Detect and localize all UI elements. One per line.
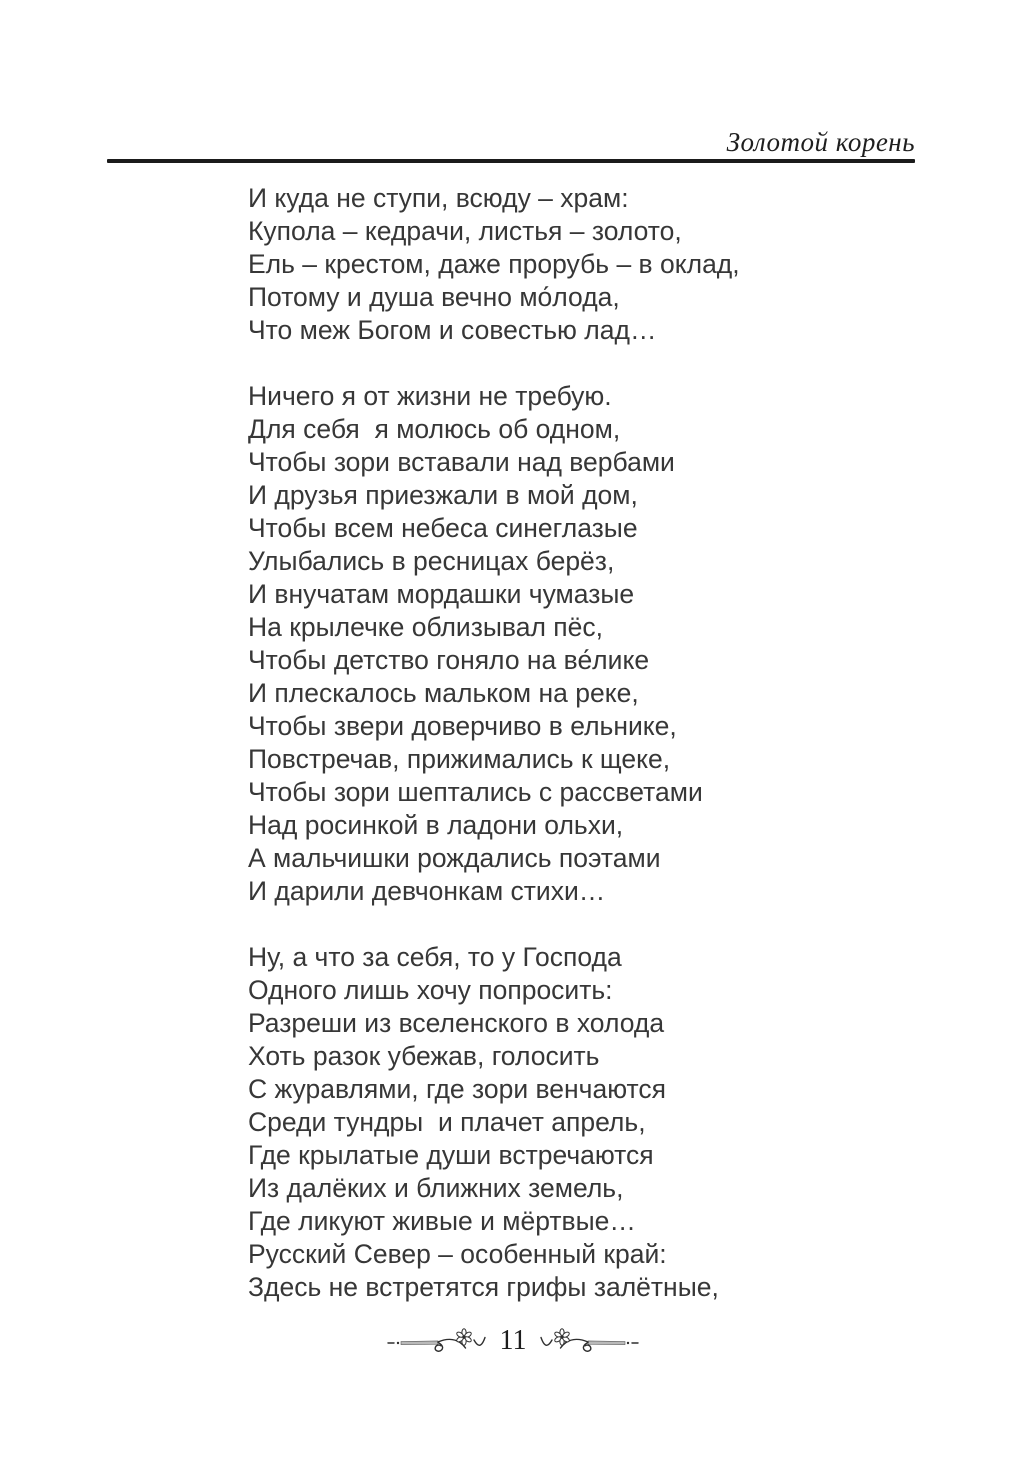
floral-flourish-right-icon: [536, 1326, 640, 1358]
poem-body: [248, 182, 740, 1304]
poem-line: Ель – крестом, даже прорубь – в оклад,: [248, 249, 740, 279]
stanza-2: [248, 380, 740, 908]
poem-line: И куда не ступи, всюду – храм:: [248, 183, 629, 213]
footer-ornament: [0, 1326, 1026, 1358]
header-rule: [107, 159, 915, 163]
poem-line: Что меж Богом и совестью лад…: [248, 315, 657, 345]
poem-line: С журавлями, где зори венчаются: [248, 1074, 666, 1104]
poem-line: Хоть разок убежав, голосить: [248, 1041, 600, 1071]
poem-line: Среди тундры и плачет апрель,: [248, 1107, 646, 1137]
page-number: 11: [499, 1325, 527, 1356]
poem-line: Ничего я от жизни не требую.: [248, 381, 612, 411]
poem-line: Купола – кедрачи, листья – золото,: [248, 216, 682, 246]
stanza-1: [248, 182, 740, 347]
poem-line: И друзья приезжали в мой дом,: [248, 480, 638, 510]
poem-line: Где крылатые души встречаются: [248, 1140, 654, 1170]
poem-line: Одного лишь хочу попросить:: [248, 975, 613, 1005]
poem-line: Русский Север – особенный край:: [248, 1239, 667, 1269]
poem-line: Улыбались в ресницах берёз,: [248, 546, 615, 576]
poem-line: Ну, а что за себя, то у Господа: [248, 942, 622, 972]
poem-line: Разреши из вселенского в холода: [248, 1008, 665, 1038]
poem-line: На крылечке облизывал пёс,: [248, 612, 603, 642]
poem-line: Чтобы зори шептались с рассветами: [248, 777, 703, 807]
poem-line: Из далёких и ближних земель,: [248, 1173, 624, 1203]
poem-line: И дарили девчонкам стихи…: [248, 876, 606, 906]
poem-line: Над росинкой в ладони ольхи,: [248, 810, 624, 840]
poem-line: Чтобы всем небеса синеглазые: [248, 513, 638, 543]
floral-flourish-left-icon: [386, 1326, 490, 1358]
poem-line: А мальчишки рождались поэтами: [248, 843, 661, 873]
poem-line: Где ликуют живые и мёртвые…: [248, 1206, 636, 1236]
poem-line: Чтобы зори вставали над вербами: [248, 447, 675, 477]
poem-line: Потому и душа вечно мо́лода,: [248, 282, 620, 312]
poem-line: И плескалось мальком на реке,: [248, 678, 639, 708]
poem-line: Повстречав, прижимались к щеке,: [248, 744, 671, 774]
poem-line: Чтобы детство гоняло на ве́лике: [248, 645, 650, 675]
running-title: Золотой корень: [726, 127, 915, 157]
poem-line: Для себя я молюсь об одном,: [248, 414, 621, 444]
stanza-3: [248, 941, 740, 1304]
poem-line: Чтобы звери доверчиво в ельнике,: [248, 711, 677, 741]
poem-line: И внучатам мордашки чумазые: [248, 579, 635, 609]
poem-line: Здесь не встретятся грифы залётные,: [248, 1272, 719, 1302]
